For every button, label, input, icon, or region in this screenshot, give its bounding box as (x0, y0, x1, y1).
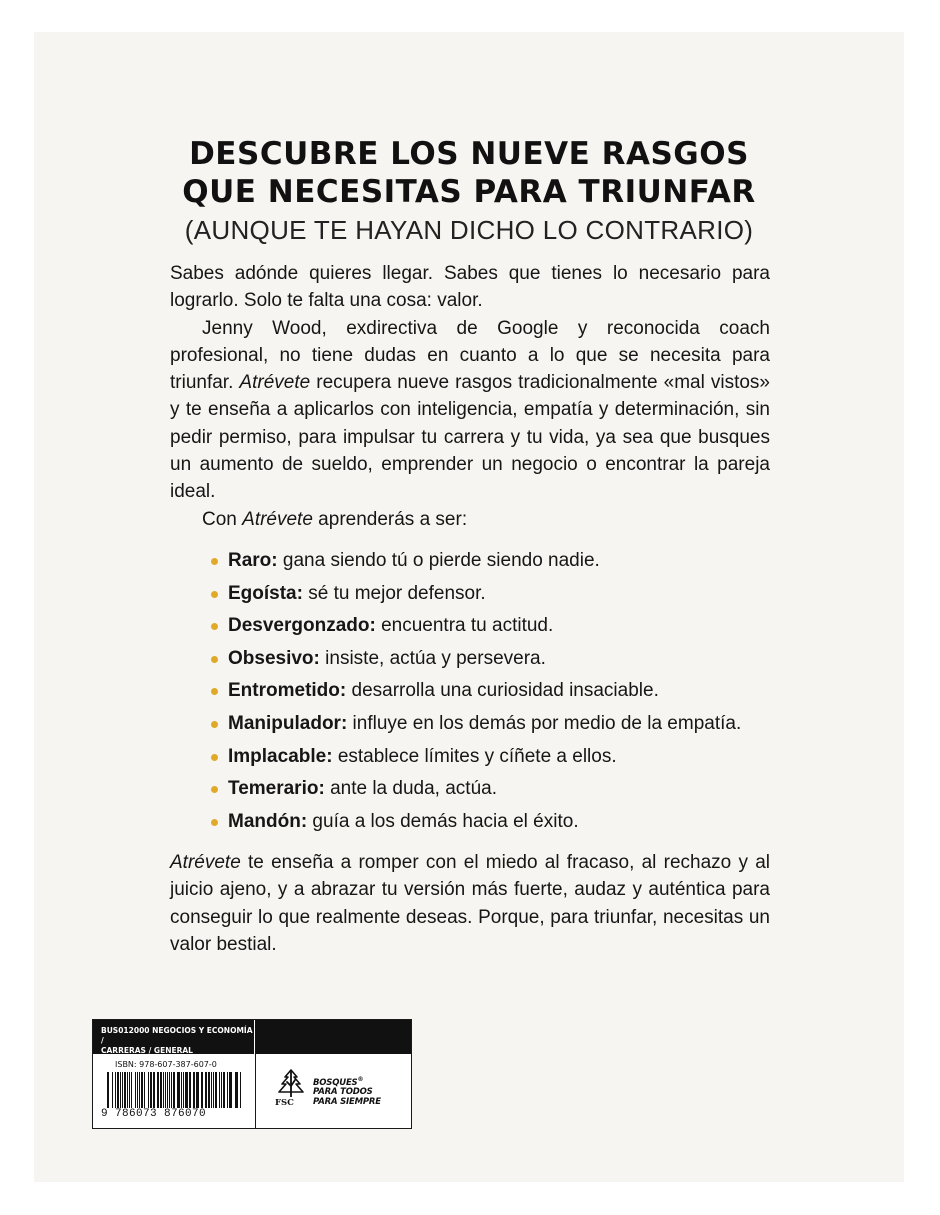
bullet-icon (211, 819, 218, 826)
trait-name: Raro: (228, 549, 278, 571)
list-item (170, 580, 770, 607)
trait-name: Manipulador: (228, 712, 348, 734)
synopsis (170, 260, 770, 958)
category-header (93, 1020, 411, 1054)
barcode-icon (107, 1072, 243, 1108)
trait-desc: insiste, actúa y persevera. (319, 647, 546, 669)
list-item (170, 547, 770, 574)
barcode-digits: 9 786073 876070 (101, 1108, 207, 1120)
trait-desc: ante la duda, actúa. (324, 778, 497, 800)
trait-desc: guía a los demás hacia el éxito. (307, 810, 579, 832)
list-item (170, 677, 770, 704)
intro-p3-end: aprenderás a ser: (312, 508, 468, 530)
category-line-1: BUS012000 NEGOCIOS Y ECONOMÍA / (101, 1026, 253, 1045)
trait-name: Entrometido: (228, 680, 347, 702)
headline (34, 135, 904, 247)
bullet-icon (211, 558, 218, 565)
closing-text: te enseña a romper con el miedo al fracaso, al rechazo y al juicio ajeno, y a abrazar tu versión más fuerte, audaz y auténtica para conseguir lo que realmente deseas. Porque, para triunfar, necesitas un valor bestial. (170, 852, 770, 955)
list-item (170, 645, 770, 672)
list-item (170, 808, 770, 835)
trait-desc: establece límites y cíñete a ellos. (332, 745, 617, 767)
category-label (93, 1020, 255, 1054)
fsc-slogan-line-3: PARA SIEMPRE (313, 1096, 381, 1107)
panel-divider (255, 1054, 256, 1128)
category-line-2: CARRERAS / GENERAL (101, 1046, 193, 1055)
book-title: Atrévete (170, 852, 241, 874)
trait-name: Obsesivo: (228, 647, 320, 669)
trait-desc: encuentra tu actitud. (375, 615, 554, 637)
trait-name: Temerario: (228, 778, 325, 800)
fsc-slogan (313, 1075, 381, 1107)
intro-paragraph-2 (170, 315, 770, 506)
fsc-label: FSC (275, 1098, 294, 1108)
intro-p2-start: Jenny Wood, exdirectiva de Google y reconocida coach profesional, no tiene dudas en cuanto a lo que se necesita para triunfar. (170, 317, 770, 394)
trait-desc: sé tu mejor defensor. (302, 582, 486, 604)
bullet-icon (211, 786, 218, 793)
list-item (170, 743, 770, 770)
book-title: Atrévete (242, 508, 313, 530)
list-item (170, 612, 770, 639)
intro-p3-start: Con (202, 508, 243, 530)
intro-paragraph-3 (170, 506, 770, 533)
intro-p2-end: recupera nueve rasgos tradicionalmente «mal vistos» y te enseña a aplicarlos con inteligencia, empatía y determinación, sin pedir permiso, para impulsar tu carrera y tu vida, ya sea que busques un aumento de sueldo, emprender un negocio o encontrar la pareja ideal. (170, 372, 770, 503)
book-title: Atrévete (239, 372, 311, 394)
list-item (170, 775, 770, 802)
trait-name: Egoísta: (228, 582, 303, 604)
bullet-icon (211, 623, 218, 630)
bullet-icon (211, 656, 218, 663)
barcode-panel (92, 1019, 412, 1129)
bullet-icon (211, 721, 218, 728)
trait-desc: gana siendo tú o pierde siendo nadie. (277, 549, 600, 571)
trait-name: Mandón: (228, 810, 308, 832)
traits-list (170, 547, 770, 835)
closing-paragraph (170, 849, 770, 958)
trait-name: Implacable: (228, 745, 333, 767)
trait-desc: desarrolla una curiosidad insaciable. (346, 680, 659, 702)
headline-subtitle: (AUNQUE TE HAYAN DICHO LO CONTRARIO) (184, 215, 754, 245)
fsc-logo (271, 1068, 401, 1114)
list-item (170, 710, 770, 737)
isbn-label: ISBN: 978-607-387-607-0 (115, 1060, 217, 1069)
registered-mark: ® (357, 1076, 364, 1083)
bullet-icon (211, 591, 218, 598)
bullet-icon (211, 754, 218, 761)
fsc-slogan-line-2: PARA TODOS (313, 1087, 373, 1098)
bullet-icon (211, 688, 218, 695)
headline-line-1: DESCUBRE LOS NUEVE RASGOS (189, 136, 749, 172)
fsc-slogan-line-1: BOSQUES (313, 1077, 358, 1088)
trait-desc: influye en los demás por medio de la empatía. (347, 712, 742, 734)
intro-paragraph-1: Sabes adónde quieres llegar. Sabes que tienes lo necesario para lograrlo. Solo te falta una cosa: valor. (170, 263, 770, 312)
back-cover (34, 32, 904, 1182)
headline-line-2: QUE NECESITAS PARA TRIUNFAR (182, 174, 756, 210)
fsc-tree-icon (271, 1068, 311, 1100)
trait-name: Desvergonzado: (228, 615, 376, 637)
